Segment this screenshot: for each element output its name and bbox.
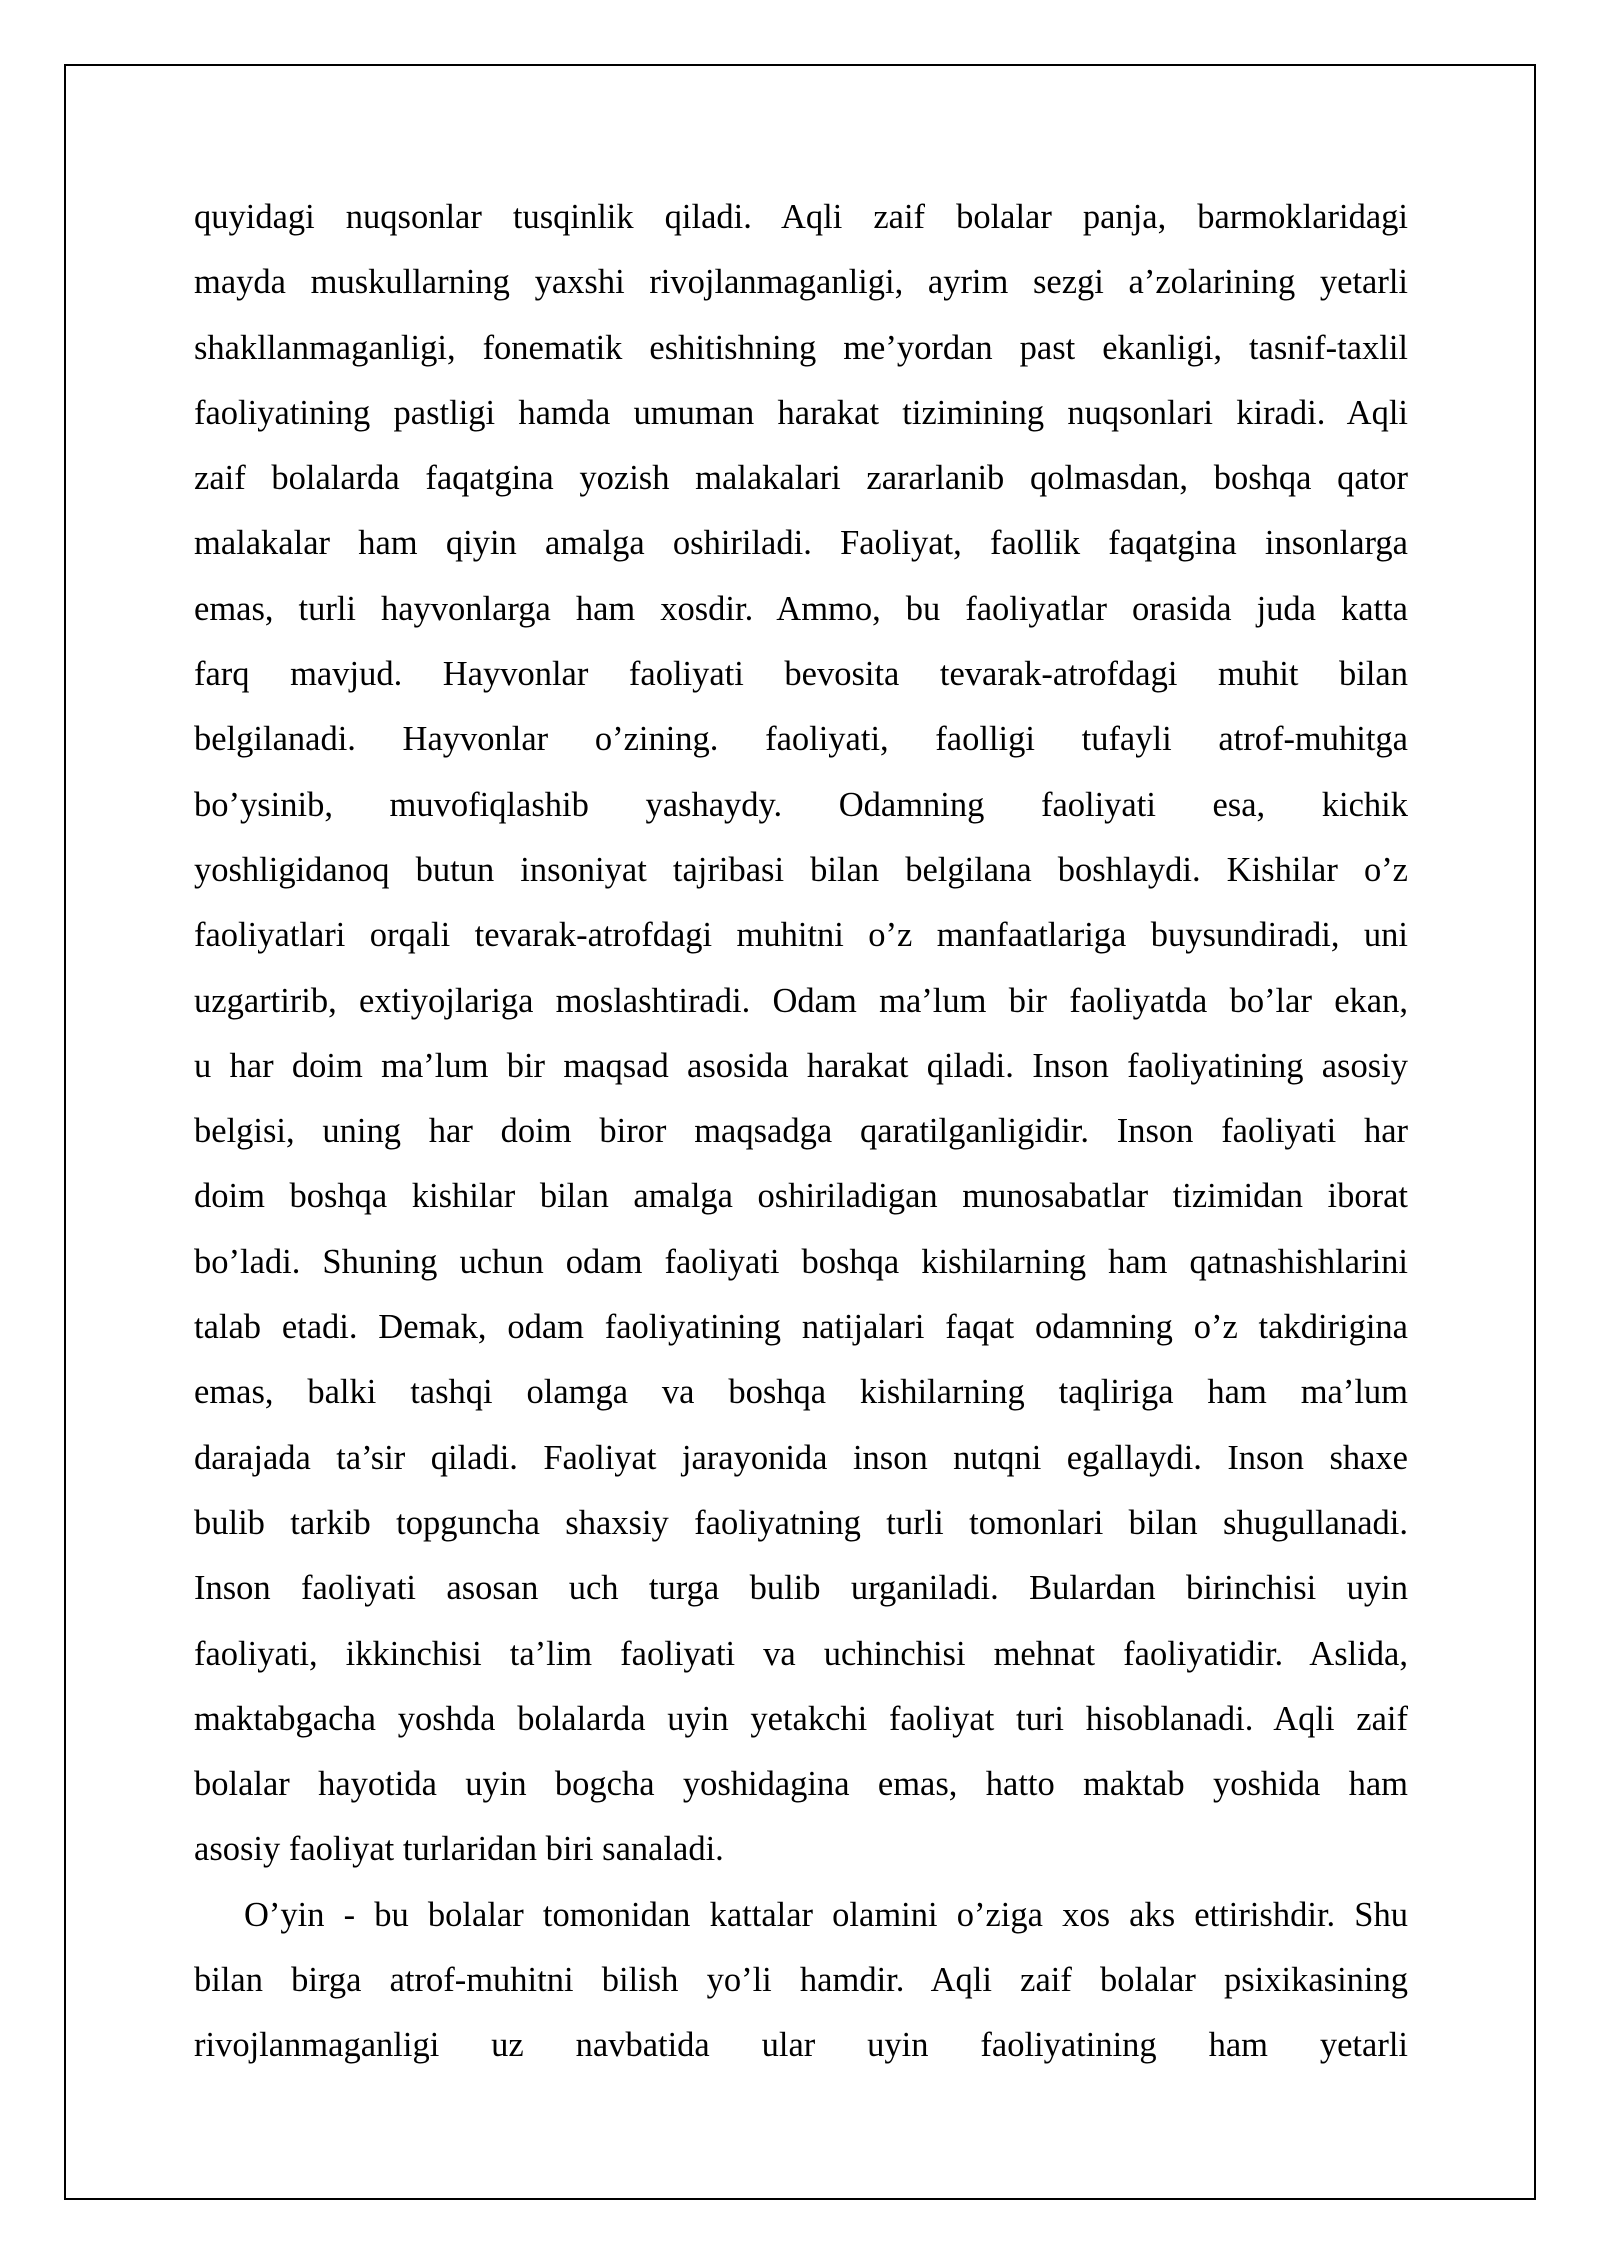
text-line: emas, balki tashqi olamga va boshqa kishilarning taqliriga ham ma’lum xyxy=(194,1373,1408,1412)
text-line: bolalar hayotida uyin bogcha yoshidagina emas, hatto maktab yoshida ham xyxy=(194,1765,1408,1804)
text-line: O’yin - bu bolalar tomonidan kattalar olamini o’ziga xos aks ettirishdir. Shu xyxy=(244,1895,1408,1934)
document-body xyxy=(194,185,1408,2079)
text-line: bo’ysinib, muvofiqlashib yashaydy. Odamning faoliyati esa, kichik xyxy=(194,785,1408,824)
text-line: quyidagi nuqsonlar tusqinlik qiladi. Aqli zaif bolalar panja, barmoklaridagi xyxy=(194,198,1408,236)
text-line: talab etadi. Demak, odam faoliyatining natijalari faqat odamning o’z takdirigina xyxy=(194,1308,1408,1347)
text-line: farq mavjud. Hayvonlar faoliyati bevosita tevarak-atrofdagi muhit bilan xyxy=(194,655,1408,694)
text-line: malakalar ham qiyin amalga oshiriladi. Faoliyat, faollik faqatgina insonlarga xyxy=(194,524,1408,563)
text-line: bulib tarkib topguncha shaxsiy faoliyatning turli tomonlari bilan shugullanadi. xyxy=(194,1503,1408,1542)
text-line: mayda muskullarning yaxshi rivojlanmaganligi, ayrim sezgi a’zolarining yetarli xyxy=(194,263,1408,302)
text-line: u har doim ma’lum bir maqsad asosida harakat qiladi. Inson faoliyatining asosiy xyxy=(194,1046,1408,1085)
text-line: belgilanadi. Hayvonlar o’zining. faoliyati, faolligi tufayli atrof-muhitga xyxy=(194,720,1408,759)
text-line: maktabgacha yoshda bolalarda uyin yetakchi faoliyat turi hisoblanadi. Aqli zaif xyxy=(194,1699,1408,1738)
text-line: belgisi, uning har doim biror maqsadga qaratilganligidir. Inson faoliyati har xyxy=(194,1112,1408,1151)
text-line: zaif bolalarda faqatgina yozish malakalari zararlanib qolmasdan, boshqa qator xyxy=(194,459,1408,498)
paragraph-2 xyxy=(194,1883,1408,2079)
text-line: shakllanmaganligi, fonematik eshitishning me’yordan past ekanligi, tasnif-taxlil xyxy=(194,328,1408,367)
text-line: bilan birga atrof-muhitni bilish yo’li hamdir. Aqli zaif bolalar psixikasining xyxy=(194,1961,1408,2000)
text-line: faoliyatlari orqali tevarak-atrofdagi muhitni o’z manfaatlariga buysundiradi, uni xyxy=(194,916,1408,955)
text-line: doim boshqa kishilar bilan amalga oshiriladigan munosabatlar tizimidan iborat xyxy=(194,1177,1408,1216)
text-line: darajada ta’sir qiladi. Faoliyat jarayonida inson nutqni egallaydi. Inson shaxe xyxy=(194,1438,1408,1477)
text-line: uzgartirib, extiyojlariga moslashtiradi. Odam ma’lum bir faoliyatda bo’lar ekan, xyxy=(194,981,1408,1020)
text-line: faoliyatining pastligi hamda umuman harakat tizimining nuqsonlari kiradi. Aqli xyxy=(194,393,1408,432)
paragraph-1 xyxy=(194,185,1408,1883)
text-line: bo’ladi. Shuning uchun odam faoliyati boshqa kishilarning ham qatnashishlarini xyxy=(194,1242,1408,1281)
text-line: emas, turli hayvonlarga ham xosdir. Ammo, bu faoliyatlar orasida juda katta xyxy=(194,589,1408,628)
text-line: Inson faoliyati asosan uch turga bulib urganiladi. Bulardan birinchisi uyin xyxy=(194,1569,1408,1608)
text-line: faoliyati, ikkinchisi ta’lim faoliyati va uchinchisi mehnat faoliyatidir. Aslida, xyxy=(194,1634,1408,1673)
text-line: rivojlanmaganligi uz navbatida ular uyin faoliyatining ham yetarli xyxy=(194,2026,1408,2065)
text-line: yoshligidanoq butun insoniyat tajribasi bilan belgilana boshlaydi. Kishilar o’z xyxy=(194,850,1408,889)
text-line: asosiy faoliyat turlaridan biri sanaladi. xyxy=(194,1830,724,1869)
